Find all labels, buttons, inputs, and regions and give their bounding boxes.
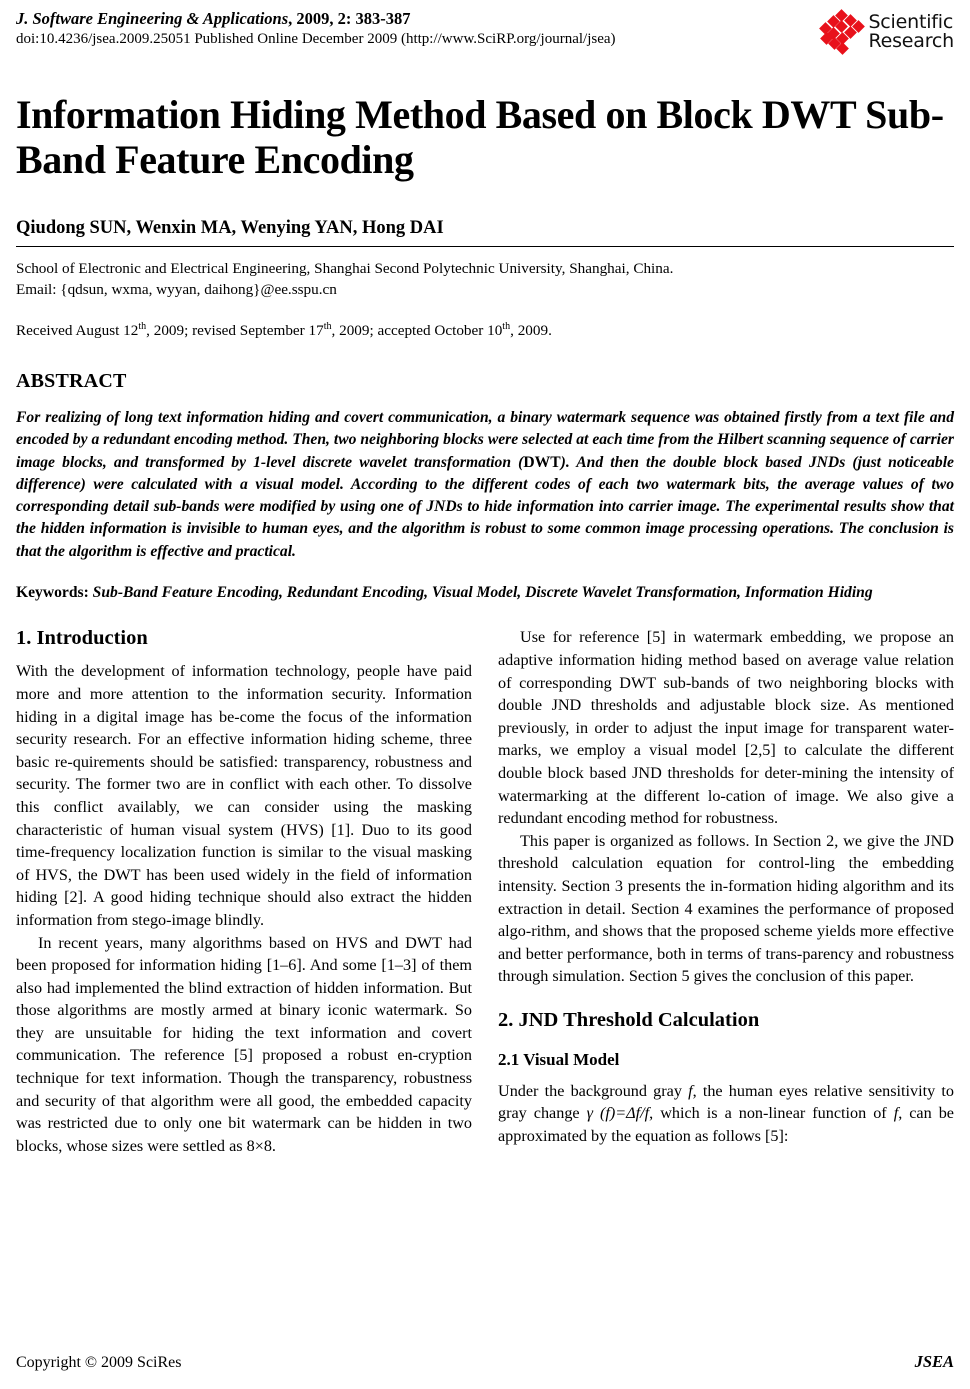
email-line: Email: {qdsun, wxma, wyyan, daihong}@ee.sspu.cn (16, 281, 337, 298)
abstract-dwt-term: DWT (523, 453, 561, 471)
logo-line-scientific: Scientific (868, 10, 954, 33)
left-column (16, 626, 472, 1157)
vm-equation: =Δf/f (615, 1104, 650, 1123)
vm-text-2: , the human eyes relative sensitivity to gray change (498, 1081, 954, 1123)
vm-symbol-f-2: f (893, 1104, 899, 1123)
intro-paragraph-1: With the development of information technology, people have paid more and more attention to the information security. Information hiding in a digital image has be-come the focus of the information security research. For an effective information hiding scheme, three basic re-quirements should be satisfied: transparency, robustness and security. The former two are in conflict with each other. To dissolve this conflict availably, we can consider using the masking characteristic of human visual system (HVS) [1]. Duo to its good time-frequency localization function is similar to the visual masking of HVS, the DWT has been used widely in the field of information hiding [2]. A good hiding technique should also extract the hidden information from stego-image blindly. (16, 662, 472, 929)
body-columns (16, 626, 954, 1157)
history-received: Received August 12 (16, 322, 139, 339)
intro-paragraph-3: Use for reference [5] in watermark embedding, we propose an adaptive information hiding method based on average value relation of corresponding DWT sub-bands of two neighboring blocks with double JND thresholds and adjustable block size. As mentioned previously, in order to adjust the input image for transparent water-marks, we employ a visual model [2,5] to calculate the different double block based JND thresholds for deter-mining the intensity of watermarking at the different lo-cation of image. We also give a redundant encoding method for robustness. (498, 628, 954, 828)
abstract-part-3: ) were calculated with a visual model. According to the different codes of each two watermark bits, the average values of two corresponding detail sub-bands were modified by using one of JNDs to hide information into carrier image. The experimental results show that the hidden information is invisible to human eyes, and the algorithm is robust to some common image processing operations. The conclusion is that the algorithm is effective and practical. (16, 475, 954, 560)
history-received-ordinal: th (138, 320, 147, 332)
affiliation-line: School of Electronic and Electrical Engineering, Shanghai Second Polytechnic University, Shanghai, China. (16, 260, 674, 277)
affiliation-block (16, 258, 954, 300)
diamond-cluster-icon (820, 11, 862, 53)
subsection-heading-visual-model: 2.1 Visual Model (498, 1049, 620, 1069)
history-tail: , 2009. (510, 322, 552, 339)
section-heading-jnd-threshold: 2. JND Threshold Calculation (498, 1008, 760, 1031)
section-heading-introduction: 1. Introduction (16, 627, 148, 650)
vm-text-4: , can be approximated by the equation as follows [5]: (498, 1104, 954, 1146)
history-accepted-lead: , 2009; accepted October 10 (331, 322, 503, 339)
doi-line: doi:10.4236/jsea.2009.25051 Published Online December 2009 (http://www.SciRP.org/journal/jsea) (16, 31, 616, 47)
abstract-heading: ABSTRACT (16, 370, 127, 392)
abstract-part-2: ). And then the double block based JNDs ( (560, 453, 858, 471)
copyright-notice: Copyright © 2009 SciRes (16, 1354, 182, 1371)
vm-symbol-f-1: f (688, 1081, 693, 1100)
history-revised-lead: , 2009; revised September 17 (146, 322, 324, 339)
intro-paragraph-2: In recent years, many algorithms based on HVS and DWT had been proposed for information hiding [1–6]. And some [1–3] of them also had implemented the blind extraction of hidden information. But those algorithms are mostly armed at binary iconic watermark. So they are unsuitable for hiding the text information and covert communication. The reference [5] proposed a robust en-cryption technique for text information. Though the transparency, robustness and security of that algorithm were all good, the embedded capacity was restricted due to only one bit watermark can be hidden in two blocks, whose sizes were settled as 8×8. (16, 933, 472, 1155)
scientific-research-logo (820, 8, 954, 56)
logo-wordmark (868, 10, 954, 52)
keywords-label: Keywords (16, 584, 84, 602)
journal-volume: , 2009, 2: 383-387 (288, 9, 411, 28)
keywords-block (16, 582, 954, 604)
abstract-part-1: For realizing of long text information hiding and covert communication, a binary watermark sequence was obtained firstly from a text file and encoded by a redundant encoding method. Then, two neighboring blocks were selected at each time from the Hilbert scanning sequence of carrier image blocks, and transformed by 1-level discrete wavelet transformation ( (16, 409, 954, 471)
intro-paragraph-4: This paper is organized as follows. In Section 2, we give the JND threshold calculation equation for control-ling the embedding intensity. Section 3 presents the in-formation hiding algorithm and its extraction in detail. Section 4 examines the performance of proposed algo-rithm, and shows that the proposed scheme yields more effective and better performance, both in terms of trans-parency and robustness through simulation. Section 5 gives the conclusion of this paper. (498, 831, 954, 986)
keywords-separator: : (83, 584, 93, 602)
running-head-text (16, 8, 836, 49)
journal-citation-line (16, 8, 836, 29)
journal-abbreviation: JSEA (914, 1352, 954, 1371)
page-footer (16, 1352, 954, 1373)
author-list: Qiudong SUN, Wenxin MA, Wenying YAN, Hong DAI (16, 218, 444, 238)
right-column (498, 626, 954, 1157)
vm-text-3: , which is a non-linear function of (649, 1104, 894, 1123)
journal-name: J. Software Engineering & Applications (16, 9, 289, 28)
submission-history (16, 320, 954, 341)
abstract-jnd-term: just noticeable difference (16, 453, 954, 493)
keywords-terms: Sub-Band Feature Encoding, Redundant Encoding, Visual Model, Discrete Wavelet Transformation, Information Hiding (92, 584, 873, 602)
vm-text-1: Under the background gray (498, 1081, 689, 1100)
logo-line-research: Research (868, 30, 954, 52)
author-rule-divider (16, 246, 954, 247)
history-revised-ordinal: th (323, 320, 332, 332)
abstract-text (16, 407, 954, 563)
history-accepted-ordinal: th (502, 320, 511, 332)
running-head (16, 8, 954, 62)
visual-model-paragraph (498, 1080, 954, 1148)
vm-symbol-gamma: γ (f) (586, 1104, 616, 1123)
paper-title: Information Hiding Method Based on Block DWT Sub-Band Feature Encoding (16, 92, 944, 182)
